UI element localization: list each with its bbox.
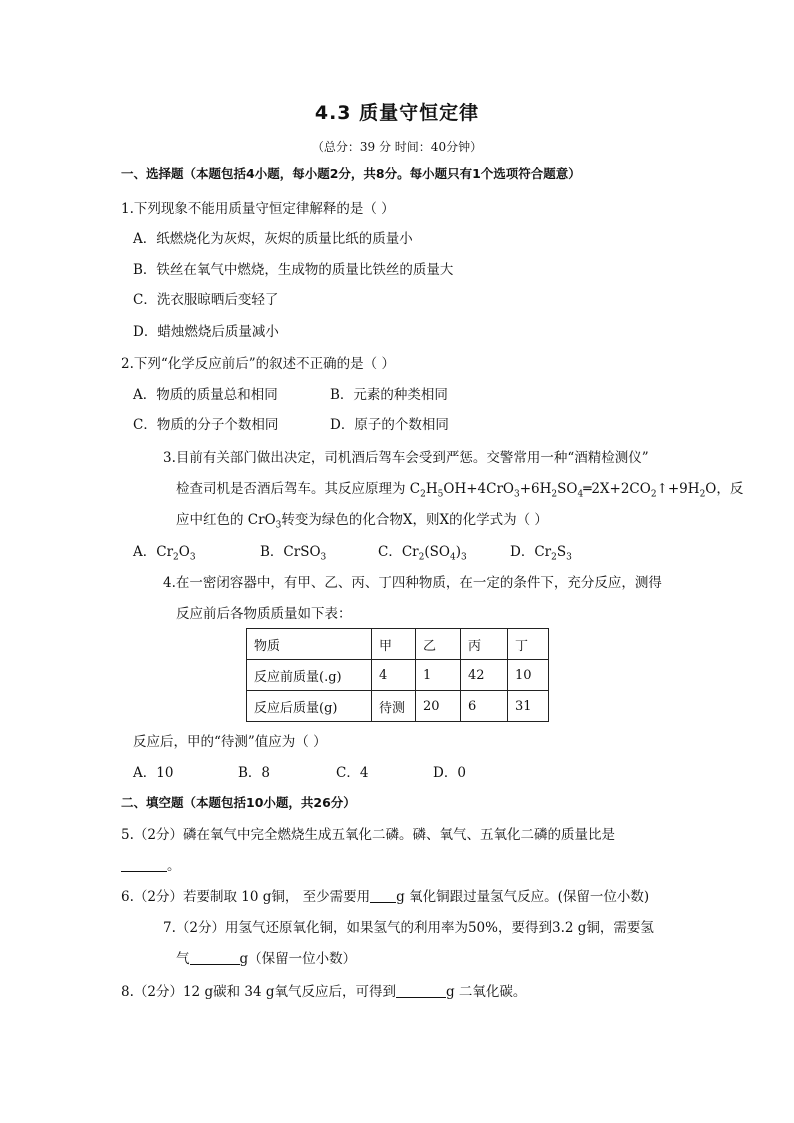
- q3-option-a: A．$Cr_2O_3$: [133, 544, 196, 563]
- table-cell: 6: [461, 691, 508, 722]
- q3-option-d: D．$Cr_2S_3$: [510, 544, 572, 563]
- table-cell: 丙: [461, 629, 508, 660]
- table-cell: 物质: [247, 629, 372, 660]
- q4-option-b: B．8: [238, 765, 271, 781]
- table-cell: 待测: [372, 691, 416, 722]
- answer-blank[interactable]: [190, 952, 240, 965]
- table-row: [247, 660, 549, 691]
- q2-option-c: C．物质的分子个数相同: [133, 417, 279, 433]
- q3-option-c: C．$Cr_2(SO_4)_3$: [378, 544, 467, 563]
- q3-reaction-line: 检查司机是否酒后驾车。其反应原理为 $C_2H_5OH+4CrO_3+6H_2SO_4═2X+2CO_2↑+9H_2O$，反: [176, 481, 744, 500]
- q8-line: 8.（2分）12 g碳和 34 g氧气反应后，可得到 g 二氧化碳。: [121, 984, 527, 1000]
- q3-option-b: B．CrSO$_3$: [260, 544, 327, 563]
- answer-blank[interactable]: [121, 859, 167, 872]
- q5-line-2: 。: [121, 857, 181, 875]
- table-cell: 42: [461, 660, 508, 691]
- q7-line-2: 气 g（保留一位小数）: [176, 951, 357, 967]
- q1-option-d: D．蜡烛燃烧后质量减小: [133, 324, 279, 340]
- q2-option-d: D．原子的个数相同: [330, 417, 449, 433]
- table-header-row: [247, 629, 549, 660]
- table-cell: 乙: [416, 629, 461, 660]
- section-heading-choice: 一、选择题（本题包括4小题，每小题2分，共8分。每小题只有1个选项符合题意）: [121, 166, 581, 181]
- q1-option-b: B．铁丝在氧气中燃烧，生成物的质量比铁丝的质量大: [133, 262, 454, 278]
- table-cell: 反应前质量(.g): [247, 660, 372, 691]
- q1-option-c: C．洗衣服晾晒后变轻了: [133, 292, 279, 308]
- q7-line-1: 7.（2分）用氢气还原氧化铜，如果氢气的利用率为50%，要得到3.2 g铜，需要氢: [163, 920, 654, 936]
- table-cell: 反应后质量(g): [247, 691, 372, 722]
- table-cell: 丁: [508, 629, 549, 660]
- q4-question: 反应后，甲的“待测”值应为（ ）: [133, 734, 327, 750]
- q3-line-3: 应中红色的 CrO$_3$转变为绿色的化合物X，则X的化学式为（ ）: [176, 512, 548, 531]
- q6-line: 6.（2分）若要制取 10 g铜， 至少需要用 g 氧化铜跟过量氢气反应。(保留一位小数): [121, 889, 650, 905]
- q4-option-a: A．10: [133, 765, 174, 781]
- q2-stem: 2.下列“化学反应前后”的叙述不正确的是（ ）: [121, 356, 395, 372]
- page-title: 4.3 质量守恒定律: [314, 102, 480, 124]
- answer-blank[interactable]: [396, 985, 446, 998]
- q1-stem: 1.下列现象不能用质量守恒定律解释的是（ ）: [121, 201, 395, 217]
- q4-option-d: D．0: [433, 765, 466, 781]
- q3-line-1: 3.目前有关部门做出决定，司机酒后驾车会受到严惩。交警常用一种“酒精检测仪”: [163, 450, 649, 466]
- table-cell: 20: [416, 691, 461, 722]
- q5-line-1: 5.（2分）磷在氧气中完全燃烧生成五氧化二磷。磷、氧气、五氧化二磷的质量比是: [121, 827, 615, 843]
- q4-line-1: 4.在一密闭容器中，有甲、乙、丙、丁四种物质，在一定的条件下，充分反应，测得: [163, 575, 662, 591]
- exam-meta: （总分：39 分 时间：40分钟）: [311, 140, 483, 154]
- table-cell: 甲: [372, 629, 416, 660]
- q2-option-b: B．元素的种类相同: [330, 387, 448, 403]
- q1-option-a: A．纸燃烧化为灰烬，灰烬的质量比纸的质量小: [133, 231, 413, 247]
- table-cell: 4: [372, 660, 416, 691]
- q4-option-c: C．4: [336, 765, 369, 781]
- section-heading-fill: 二、填空题（本题包括10小题，共26分）: [121, 795, 356, 810]
- table-row: [247, 691, 549, 722]
- table-cell: 10: [508, 660, 549, 691]
- q4-line-2: 反应前后各物质质量如下表：: [176, 606, 352, 622]
- q2-option-a: A．物质的质量总和相同: [133, 387, 278, 403]
- mass-data-table: [246, 628, 549, 722]
- answer-blank[interactable]: [370, 890, 396, 903]
- table-cell: 1: [416, 660, 461, 691]
- table-cell: 31: [508, 691, 549, 722]
